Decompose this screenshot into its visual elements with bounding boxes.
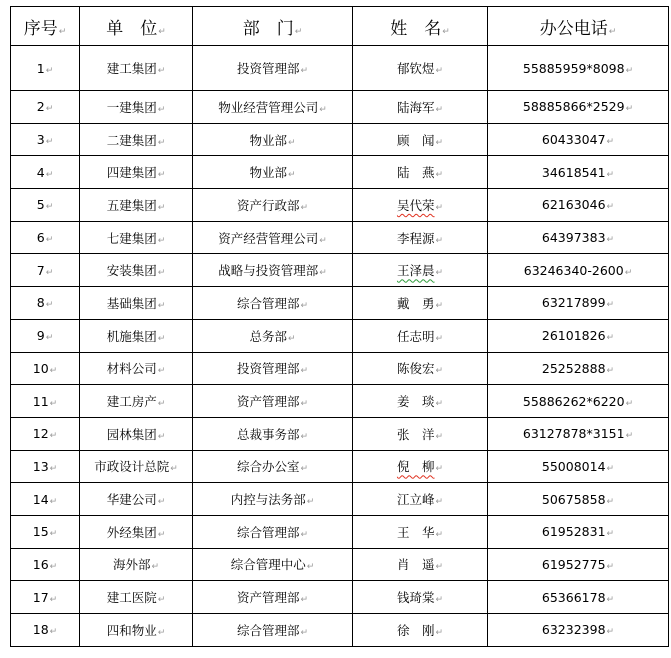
table-row [11, 417, 669, 450]
cell-name: 张 洋↵ [353, 417, 488, 450]
table-row [11, 189, 669, 222]
paragraph-mark-icon: ↵ [49, 365, 58, 376]
cell-phone: 62163046↵ [488, 189, 669, 222]
cell-dept: 资产管理部↵ [193, 385, 353, 418]
table-row [11, 450, 669, 483]
paragraph-mark-icon: ↵ [45, 202, 54, 213]
paragraph-mark-icon: ↵ [300, 431, 309, 442]
cell-dept: 物业部↵ [193, 156, 353, 189]
paragraph-mark-icon: ↵ [606, 561, 615, 572]
paragraph-mark-icon: ↵ [606, 137, 615, 148]
paragraph-mark-icon: ↵ [157, 529, 166, 540]
cell-name: 陈俊宏↵ [353, 352, 488, 385]
paragraph-mark-icon: ↵ [435, 202, 444, 213]
cell-dept: 综合办公室↵ [193, 450, 353, 483]
cell-unit: 建工房产↵ [80, 385, 193, 418]
cell-dept: 总务部↵ [193, 319, 353, 352]
table-row [11, 352, 669, 385]
paragraph-mark-icon: ↵ [300, 202, 309, 213]
paragraph-mark-icon: ↵ [157, 235, 166, 246]
paragraph-mark-icon: ↵ [300, 595, 309, 606]
cell-unit: 材料公司↵ [80, 352, 193, 385]
cell-no: 14↵ [11, 483, 80, 516]
paragraph-mark-icon: ↵ [287, 333, 296, 344]
cell-unit: 外经集团↵ [80, 515, 193, 548]
paragraph-mark-icon: ↵ [58, 26, 67, 37]
paragraph-mark-icon: ↵ [45, 137, 54, 148]
paragraph-mark-icon: ↵ [300, 66, 309, 76]
cell-unit: 安装集团↵ [80, 254, 193, 287]
cell-phone: 26101826↵ [488, 319, 669, 352]
cell-name: 肖 遥↵ [353, 548, 488, 581]
paragraph-mark-icon: ↵ [157, 333, 166, 344]
paragraph-mark-icon: ↵ [435, 431, 444, 442]
cell-unit: 机施集团↵ [80, 319, 193, 352]
cell-phone: 61952831↵ [488, 515, 669, 548]
paragraph-mark-icon: ↵ [625, 431, 634, 442]
cell-name: 吴代荣↵ [353, 189, 488, 222]
cell-phone: 55008014↵ [488, 450, 669, 483]
paragraph-mark-icon: ↵ [625, 398, 634, 409]
cell-name: 李程源↵ [353, 221, 488, 254]
paragraph-mark-icon: ↵ [435, 366, 444, 377]
paragraph-mark-icon: ↵ [435, 627, 444, 638]
paragraph-mark-icon: ↵ [157, 366, 166, 377]
cell-phone: 63246340-2600↵ [488, 254, 669, 287]
paragraph-mark-icon: ↵ [157, 268, 166, 279]
paragraph-mark-icon: ↵ [435, 595, 444, 606]
cell-no: 5↵ [11, 189, 80, 222]
cell-dept: 投资管理部↵ [193, 46, 353, 91]
cell-phone: 58885866*2529↵ [488, 91, 669, 124]
paragraph-mark-icon: ↵ [49, 463, 58, 474]
paragraph-mark-icon: ↵ [158, 26, 166, 37]
table-row [11, 123, 669, 156]
paragraph-mark-icon: ↵ [435, 497, 444, 508]
cell-phone: 63232398↵ [488, 614, 669, 647]
paragraph-mark-icon: ↵ [45, 65, 54, 76]
paragraph-mark-icon: ↵ [435, 300, 444, 311]
table-row [11, 548, 669, 581]
cell-no: 8↵ [11, 287, 80, 320]
table-row [11, 254, 669, 287]
table-row [11, 385, 669, 418]
paragraph-mark-icon: ↵ [300, 399, 309, 410]
paragraph-mark-icon: ↵ [157, 170, 166, 181]
cell-no: 2↵ [11, 91, 80, 124]
paragraph-mark-icon: ↵ [608, 26, 617, 37]
cell-no: 15↵ [11, 515, 80, 548]
paragraph-mark-icon: ↵ [435, 399, 444, 410]
paragraph-mark-icon: ↵ [435, 268, 444, 279]
paragraph-mark-icon: ↵ [442, 26, 450, 37]
paragraph-mark-icon: ↵ [435, 464, 444, 475]
cell-name: 姜 琰↵ [353, 385, 488, 418]
paragraph-mark-icon: ↵ [170, 464, 178, 475]
table-row [11, 156, 669, 189]
header-no: 序号↵ [11, 7, 80, 46]
paragraph-mark-icon: ↵ [157, 137, 166, 148]
paragraph-mark-icon: ↵ [435, 104, 444, 115]
cell-no: 9↵ [11, 319, 80, 352]
paragraph-mark-icon: ↵ [606, 300, 615, 311]
paragraph-mark-icon: ↵ [624, 267, 633, 278]
cell-unit: 市政设计总院↵ [80, 450, 193, 483]
cell-unit: 七建集团↵ [80, 221, 193, 254]
cell-no: 6↵ [11, 221, 80, 254]
paragraph-mark-icon: ↵ [45, 235, 54, 246]
paragraph-mark-icon: ↵ [157, 202, 166, 213]
paragraph-mark-icon: ↵ [287, 137, 296, 148]
cell-unit: 五建集团↵ [80, 189, 193, 222]
cell-dept: 资产行政部↵ [193, 189, 353, 222]
paragraph-mark-icon: ↵ [306, 562, 315, 573]
table-row [11, 581, 669, 614]
paragraph-mark-icon: ↵ [606, 235, 615, 246]
cell-name: 钱琦棠↵ [353, 581, 488, 614]
cell-name: 陆 燕↵ [353, 156, 488, 189]
paragraph-mark-icon: ↵ [435, 333, 444, 344]
cell-name: 郁钦煜↵ [353, 46, 488, 91]
paragraph-mark-icon: ↵ [157, 627, 166, 638]
paragraph-mark-icon: ↵ [49, 627, 58, 638]
cell-no: 12↵ [11, 417, 80, 450]
cell-phone: 55886262*6220↵ [488, 385, 669, 418]
table-row [11, 483, 669, 516]
header-dept: 部 门↵ [193, 7, 353, 46]
cell-no: 18↵ [11, 614, 80, 647]
paragraph-mark-icon: ↵ [606, 496, 615, 507]
cell-name: 顾 闻↵ [353, 123, 488, 156]
cell-phone: 63217899↵ [488, 287, 669, 320]
cell-phone: 61952775↵ [488, 548, 669, 581]
header-phone: 办公电话↵ [488, 7, 669, 46]
cell-dept: 物业部↵ [193, 123, 353, 156]
cell-name: 任志明↵ [353, 319, 488, 352]
cell-unit: 二建集团↵ [80, 123, 193, 156]
paragraph-mark-icon: ↵ [319, 104, 327, 115]
cell-dept: 综合管理部↵ [193, 614, 353, 647]
paragraph-mark-icon: ↵ [49, 529, 58, 540]
cell-name: 王 华↵ [353, 515, 488, 548]
cell-phone: 63127878*3151↵ [488, 417, 669, 450]
paragraph-mark-icon: ↵ [49, 561, 58, 572]
paragraph-mark-icon: ↵ [49, 496, 58, 507]
paragraph-mark-icon: ↵ [157, 399, 166, 410]
cell-phone: 64397383↵ [488, 221, 669, 254]
paragraph-mark-icon: ↵ [45, 169, 54, 180]
cell-name: 戴 勇↵ [353, 287, 488, 320]
cell-phone: 65366178↵ [488, 581, 669, 614]
cell-no: 7↵ [11, 254, 80, 287]
paragraph-mark-icon: ↵ [151, 562, 160, 573]
table-row [11, 515, 669, 548]
cell-name: 陆海军↵ [353, 91, 488, 124]
paragraph-mark-icon: ↵ [625, 104, 634, 115]
paragraph-mark-icon: ↵ [435, 529, 444, 540]
paragraph-mark-icon: ↵ [606, 202, 615, 213]
paragraph-mark-icon: ↵ [606, 333, 615, 344]
header-unit: 单 位↵ [80, 7, 193, 46]
paragraph-mark-icon: ↵ [606, 529, 615, 540]
cell-no: 13↵ [11, 450, 80, 483]
cell-dept: 综合管理部↵ [193, 287, 353, 320]
cell-phone: 60433047↵ [488, 123, 669, 156]
cell-unit: 建工集团↵ [80, 46, 193, 91]
cell-unit: 建工医院↵ [80, 581, 193, 614]
paragraph-mark-icon: ↵ [306, 497, 315, 508]
paragraph-mark-icon: ↵ [300, 464, 309, 475]
contact-table [10, 6, 669, 647]
paragraph-mark-icon: ↵ [294, 26, 303, 37]
paragraph-mark-icon: ↵ [157, 431, 166, 442]
cell-unit: 海外部↵ [80, 548, 193, 581]
paragraph-mark-icon: ↵ [300, 529, 309, 540]
cell-dept: 内控与法务部↵ [193, 483, 353, 516]
paragraph-mark-icon: ↵ [157, 300, 166, 311]
cell-unit: 一建集团↵ [80, 91, 193, 124]
paragraph-mark-icon: ↵ [49, 431, 58, 442]
paragraph-mark-icon: ↵ [49, 594, 58, 605]
cell-unit: 四和物业↵ [80, 614, 193, 647]
paragraph-mark-icon: ↵ [606, 365, 615, 376]
cell-no: 11↵ [11, 385, 80, 418]
cell-name: 徐 刚↵ [353, 614, 488, 647]
paragraph-mark-icon: ↵ [45, 104, 54, 115]
paragraph-mark-icon: ↵ [45, 300, 54, 311]
table-row [11, 614, 669, 647]
paragraph-mark-icon: ↵ [157, 104, 166, 115]
cell-phone: 25252888↵ [488, 352, 669, 385]
cell-no: 4↵ [11, 156, 80, 189]
cell-no: 1↵ [11, 46, 80, 91]
paragraph-mark-icon: ↵ [435, 170, 444, 181]
paragraph-mark-icon: ↵ [300, 366, 309, 377]
cell-unit: 园林集团↵ [80, 417, 193, 450]
paragraph-mark-icon: ↵ [45, 267, 54, 278]
paragraph-mark-icon: ↵ [300, 300, 309, 311]
cell-no: 16↵ [11, 548, 80, 581]
cell-name: 王泽晨↵ [353, 254, 488, 287]
cell-dept: 总裁事务部↵ [193, 417, 353, 450]
cell-dept: 物业经营管理公司↵ [193, 91, 353, 124]
paragraph-mark-icon: ↵ [435, 66, 444, 76]
cell-no: 10↵ [11, 352, 80, 385]
cell-no: 17↵ [11, 581, 80, 614]
paragraph-mark-icon: ↵ [300, 627, 309, 638]
cell-dept: 资产经营管理公司↵ [193, 221, 353, 254]
paragraph-mark-icon: ↵ [435, 235, 444, 246]
cell-unit: 华建公司↵ [80, 483, 193, 516]
paragraph-mark-icon: ↵ [606, 627, 615, 638]
paragraph-mark-icon: ↵ [435, 137, 444, 148]
header-row [11, 7, 669, 46]
paragraph-mark-icon: ↵ [157, 497, 166, 508]
paragraph-mark-icon: ↵ [157, 66, 166, 76]
paragraph-mark-icon: ↵ [319, 268, 327, 279]
paragraph-mark-icon: ↵ [606, 169, 615, 180]
paragraph-mark-icon: ↵ [319, 235, 327, 246]
paragraph-mark-icon: ↵ [435, 562, 444, 573]
table-row [11, 221, 669, 254]
paragraph-mark-icon: ↵ [45, 333, 54, 344]
table-row [11, 46, 669, 91]
table-row [11, 91, 669, 124]
cell-phone: 34618541↵ [488, 156, 669, 189]
cell-no: 3↵ [11, 123, 80, 156]
paragraph-mark-icon: ↵ [287, 170, 296, 181]
cell-dept: 综合管理部↵ [193, 515, 353, 548]
paragraph-mark-icon: ↵ [625, 65, 634, 76]
cell-dept: 资产管理部↵ [193, 581, 353, 614]
paragraph-mark-icon: ↵ [606, 594, 615, 605]
cell-dept: 投资管理部↵ [193, 352, 353, 385]
cell-dept: 综合管理中心↵ [193, 548, 353, 581]
cell-dept: 战略与投资管理部↵ [193, 254, 353, 287]
cell-phone: 55885959*8098↵ [488, 46, 669, 91]
cell-phone: 50675858↵ [488, 483, 669, 516]
paragraph-mark-icon: ↵ [606, 463, 615, 474]
header-name: 姓 名↵ [353, 7, 488, 46]
paragraph-mark-icon: ↵ [157, 595, 166, 606]
cell-unit: 基础集团↵ [80, 287, 193, 320]
cell-name: 江立峰↵ [353, 483, 488, 516]
cell-name: 倪 柳↵ [353, 450, 488, 483]
table-row [11, 287, 669, 320]
cell-unit: 四建集团↵ [80, 156, 193, 189]
paragraph-mark-icon: ↵ [49, 398, 58, 409]
table-row [11, 319, 669, 352]
